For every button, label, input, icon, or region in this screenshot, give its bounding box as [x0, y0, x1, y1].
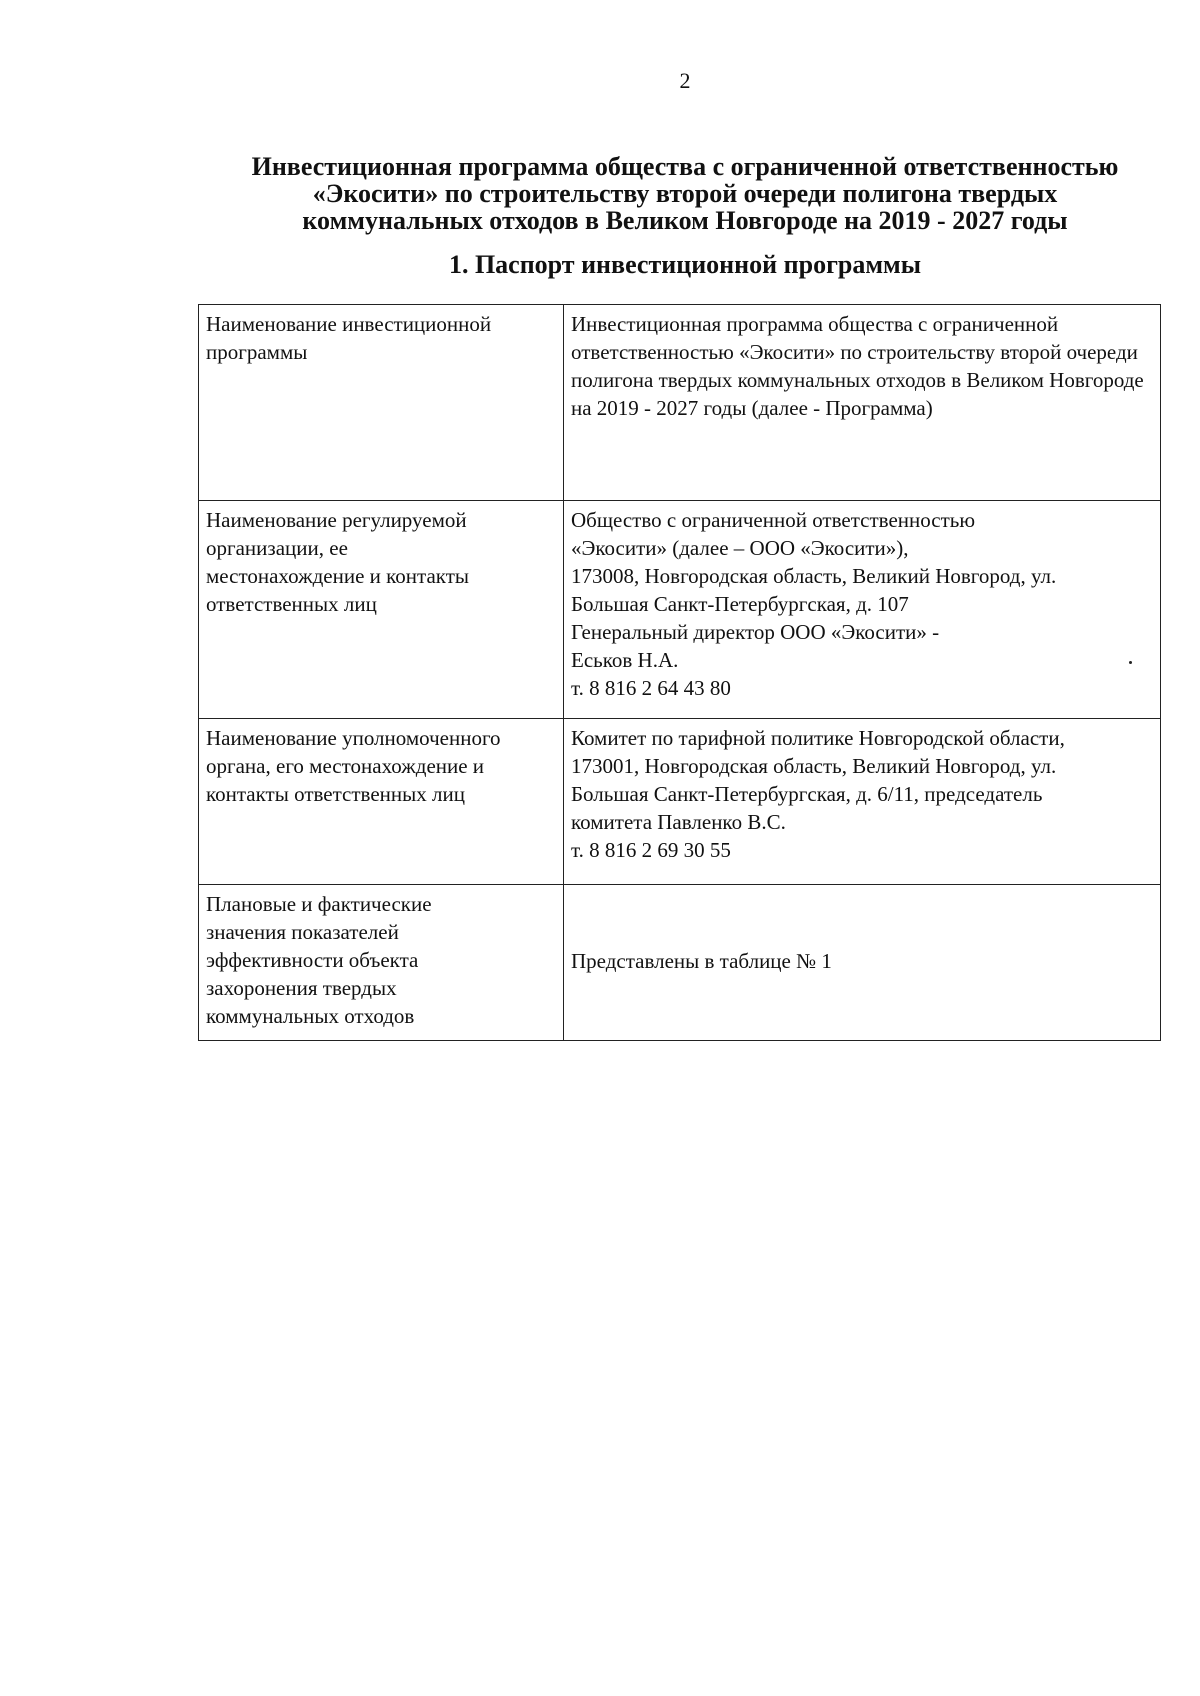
row-value: Представлены в таблице № 1: [564, 885, 1161, 1041]
page-number: 2: [679, 68, 691, 93]
section-heading: 1. Паспорт инвестиционной программы: [448, 250, 922, 279]
row-label: Плановые и фактические значения показателей эффективности объекта захоронения твердых коммунальных отходов: [199, 885, 564, 1041]
document-title: [190, 153, 1180, 234]
table-row: [199, 305, 1161, 501]
row-label: Наименование уполномоченного органа, его местонахождение и контакты ответственных лиц: [199, 719, 564, 885]
row-label: Наименование инвестиционной программы: [199, 305, 564, 501]
scan-dot: [1129, 661, 1132, 664]
table-row: [199, 885, 1161, 1041]
table-row: [199, 501, 1161, 719]
title-line: Инвестиционная программа общества с ограниченной ответственностью: [251, 152, 1119, 181]
passport-table: [198, 304, 1161, 1041]
row-label: Наименование регулируемой организации, ее местонахождение и контакты ответственных лиц: [199, 501, 564, 719]
row-value: Общество с ограниченной ответственностью «Экосити» (далее – ООО «Экосити»), 173008, Новгородская область, Великий Новгород, ул. Большая Санкт-Петербургская, д. 107 Генеральный директор ООО «Экосити» - Еськов Н.А. т. 8 816 2 64 43 80: [564, 501, 1161, 719]
row-value: Комитет по тарифной политике Новгородской области, 173001, Новгородская область, Великий Новгород, ул. Большая Санкт-Петербургская, д. 6/11, председатель комитета Павленко В.С. т. 8 816 2 69 30 55: [564, 719, 1161, 885]
row-value: Инвестиционная программа общества с ограниченной ответственностью «Экосити» по строительству второй очереди полигона твердых коммунальных отходов в Великом Новгороде на 2019 - 2027 годы (далее - Программа): [564, 305, 1161, 501]
title-line: коммунальных отходов в Великом Новгороде на 2019 - 2027 годы: [302, 206, 1068, 235]
table-row: [199, 719, 1161, 885]
title-line: «Экосити» по строительству второй очереди полигона твердых: [312, 179, 1058, 208]
